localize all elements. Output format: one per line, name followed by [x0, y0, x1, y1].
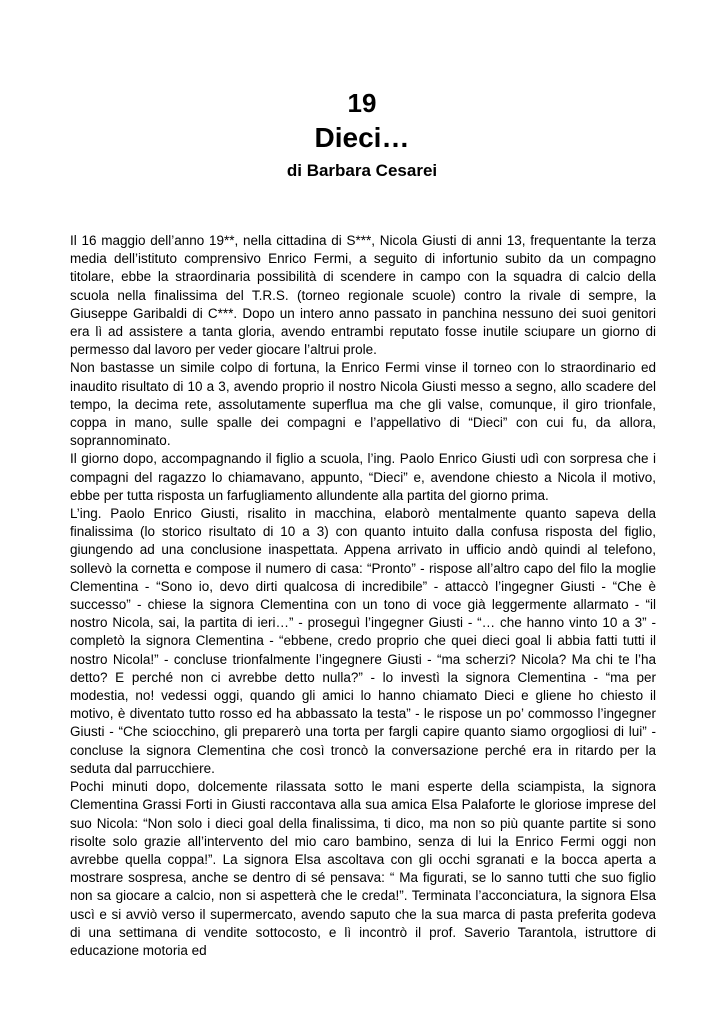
paragraph-3: Il giorno dopo, accompagnando il figlio a scuola, l’ing. Paolo Enrico Giusti udì con sorpresa che i compagni del ragazzo lo chiamavano, appunto, “Dieci” e, avendone chiesto a Nicola il motivo, ebbe per tutta risposta un farfugliamento allundente alla partita del giorno prima.	[70, 451, 656, 503]
chapter-number: 19	[347, 88, 377, 118]
story-body	[70, 232, 656, 960]
chapter-title: Dieci…	[314, 122, 410, 153]
chapter-header	[0, 88, 724, 182]
author-line: di Barbara Cesarei	[286, 161, 438, 180]
paragraph-5: Pochi minuti dopo, dolcemente rilassata sotto le mani esperte della sciampista, la signora Clementina Grassi Forti in Giusti raccontava alla sua amica Elsa Palaforte le gloriose imprese del suo Nicola: “Non solo i dieci goal della finalissima, ti dico, ma non so più quante partite si sono risolte solo grazie all’intervento del mio caro bambino, senza di lui la Enrico Fermi oggi non avrebbe quella coppa!”. La signora Elsa ascoltava con gli occhi sgranati e la bocca aperta a mostrare sospresa, anche se dentro di sé pensava: “ Ma figurati, se lo sanno tutti che suo figlio non sa giocare a calcio, non si aspetterà che le creda!”. Terminata l’acconciatura, la signora Elsa uscì e si avviò verso il supermercato, avendo saputo che la sua marca di pasta preferita godeva di una settimana di vendite sottocosto, e lì incontrò il prof. Saverio Tarantola, istruttore di educazione motoria ed	[70, 779, 656, 958]
paragraph-4: L’ing. Paolo Enrico Giusti, risalito in macchina, elaborò mentalmente quanto sapeva della finalissima (lo storico risultato di 10 a 3) con quanto intuito dalla confusa risposta del figlio, giungendo ad una conclusione inaspettata. Appena arrivato in ufficio andò quindi al telefono, sollevò la cornetta e compose il numero di casa: “Pronto” - rispose all’altro capo del filo la moglie Clementina - “Sono io, devo dirti qualcosa di incredibile” - attaccò l’ingegner Giusti - “Che è successo” - chiese la signora Clementina con un tono di voce già leggermente allarmato - “il nostro Nicola, sai, la partita di ieri…” - proseguì l’ingegner Giusti - “… che hanno vinto 10 a 3” - completò la signora Clementina - “ebbene, credo proprio che quei dieci goal li abbia fatti tutti il nostro Nicola!” - concluse trionfalmente l’ingegnere Giusti - “ma scherzi? Nicola? Ma chi te l’ha detto? E perché non ci avrebbe detto nulla?” - lo investì la signora Clementina - “ma per modestia, no! vedessi oggi, quando gli amici lo hanno chiamato Dieci e gliene ho chiesto il motivo, è diventato tutto rosso ed ha abbassato la testa” - le rispose un po’ commosso l’ingegner Giusti - “Che sciocchino, gli preparerò una torta per fargli capire quanto siamo orgogliosi di lui” - concluse la signora Clementina che così troncò la conversazione perché era in ritardo per la seduta dal parrucchiere.	[70, 506, 656, 776]
paragraph-1: Il 16 maggio dell’anno 19**, nella cittadina di S***, Nicola Giusti di anni 13, frequentante la terza media dell’istituto comprensivo Enrico Fermi, a seguito di infortunio subito da un compagno titolare, ebbe la straordinaria possibilità di scendere in campo con la squadra di calcio della scuola nella finalissima del T.R.S. (torneo regionale scuole) contro la rivale di sempre, la Giuseppe Garibaldi di C***. Dopo un intero anno passato in panchina nessuno dei suoi genitori era lì ad assistere a tanta gloria, avendo entrambi reputato fosse inutile sciupare un giorno di permesso dal lavoro per veder giocare l’altrui prole.	[70, 233, 656, 358]
paragraph-2: Non bastasse un simile colpo di fortuna, la Enrico Fermi vinse il torneo con lo straordinario ed inaudito risultato di 10 a 3, avendo proprio il nostro Nicola Giusti messo a segno, allo scadere del tempo, la decima rete, assolutamente superflua ma che gli valse, comunque, il giro trionfale, coppa in mano, sulle spalle dei compagni e l’appellativo di “Dieci” con cui fu, da allora, soprannominato.	[70, 360, 656, 449]
